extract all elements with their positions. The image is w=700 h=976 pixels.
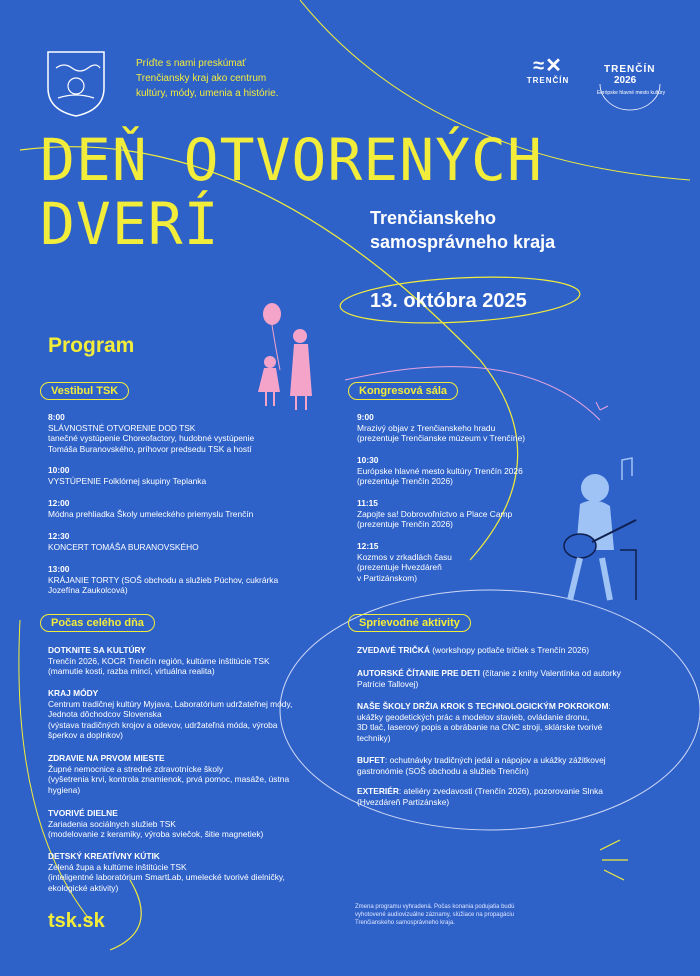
website-link[interactable]: tsk.sk: [48, 910, 105, 932]
side-activity-title: ZVEDAVÉ TRIČKÁ: [357, 645, 430, 655]
activity-item: [48, 645, 338, 677]
side-activity-item: [357, 668, 647, 689]
event-time: 12:15: [357, 541, 379, 551]
activity-line: hygiena): [48, 784, 81, 795]
trencin-2026-logo: [590, 54, 670, 114]
title-line-2: DVERÍ: [40, 190, 220, 258]
subtitle-line: samosprávneho kraja: [370, 232, 556, 252]
event-title: Zapojte sa! Dobrovoľníctvo a Place Camp: [357, 508, 513, 519]
event-item: [357, 412, 587, 444]
activity-line: (inteligentné laboratórium SmartLab, umelecké tvorivé dielničky,: [48, 872, 285, 883]
event-detail: v Partizánskom): [357, 572, 418, 583]
event-item: [48, 412, 328, 454]
activity-line: Jednota dôchodcov Slovenska: [48, 709, 162, 720]
section-pill-kongres: Kongresová sála: [348, 382, 458, 400]
event-item: [48, 564, 328, 596]
side-activity-item: [357, 786, 647, 807]
side-activity-item: [357, 701, 657, 743]
side-activity-line: : ateliéry zvedavosti (Trenčín 2026), pozorovanie Slnka: [398, 786, 603, 796]
event-detail: (prezentuje Trenčianske múzeum v Trenčíne): [357, 433, 526, 444]
side-activity-line: gastronómie (SOŠ obchodu a služieb Trenčín): [357, 765, 529, 776]
event-detail: Jozefína Zaukolcová): [48, 585, 128, 596]
event-title: Kozmos v zrkadlách času: [357, 551, 452, 562]
activity-item: [48, 851, 338, 893]
activity-line: Zariadenia sociálnych služieb TSK: [48, 818, 176, 829]
event-item: [357, 498, 587, 530]
event-time: 8:00: [48, 412, 65, 422]
event-time: 13:00: [48, 564, 70, 574]
subtitle-line: Trenčianskeho: [370, 208, 497, 228]
event-title: Mrazivý objav z Trenčianskeho hradu: [357, 422, 496, 433]
side-activity-title: BUFET: [357, 755, 385, 765]
activity-line: šperkov a doplnkov): [48, 730, 123, 741]
note-line: Zmena programu vyhradená. Počas konania podujatia budú: [355, 904, 515, 910]
program-heading: Program: [48, 334, 135, 357]
t2026-year: 2026: [614, 75, 637, 86]
activity-line: (výstava tradičných krojov a odevov, udržateľná móda, výroba: [48, 719, 278, 730]
event-title: KRÁJANIE TORTY (SOŠ obchodu a služieb Púchov, cukrárka: [48, 574, 279, 585]
event-item: [48, 531, 328, 552]
side-activity-line: (čítanie z knihy Valentínka od autorky: [480, 668, 621, 678]
event-title: Módna prehliadka Školy umeleckého priemyslu Trenčín: [48, 508, 254, 519]
activity-line: (mamutie kosti, razba mincí, virtuálna realita): [48, 666, 215, 677]
activity-title: TVORIVÉ DIELNE: [48, 808, 118, 818]
note-line: Trenčianskeho samosprávneho kraja.: [355, 920, 455, 926]
girls-balloon-illustration: [250, 300, 330, 415]
intro-line: Trenčiansky kraj ako centrum: [136, 73, 267, 84]
side-activity-title: AUTORSKÉ ČÍTANIE PRE DETI: [357, 668, 480, 678]
activity-line: Trenčín 2026, KOCR Trenčín región, kultúrne inštitúcie TSK: [48, 655, 270, 666]
side-activity-line: Patrície Tallovej): [357, 678, 419, 689]
event-time: 11:15: [357, 498, 378, 508]
activity-item: [48, 688, 338, 741]
trencin-logo-text: TRENČÍN: [526, 76, 570, 85]
side-activity-line: (Hvezdáreň Partizánske): [357, 796, 450, 807]
activity-title: KRAJ MÓDY: [48, 688, 99, 698]
event-detail: tanečné vystúpenie Choreofactory, hudobné vystúpenie: [48, 433, 255, 444]
activity-title: DETSKÝ KREATÍVNY KÚTIK: [48, 851, 160, 861]
side-activity-title: NAŠE ŠKOLY DRŽIA KROK S TECHNOLOGICKÝM POKROKOM: [357, 701, 609, 711]
activity-line: Zelená župa a kultúrne inštitúcie TSK: [48, 861, 187, 872]
event-time: 12:30: [48, 531, 70, 541]
side-activity-item: [357, 645, 647, 656]
side-activity-line: :: [608, 701, 611, 711]
coat-of-arms-icon: [44, 48, 108, 118]
activity-line: Centrum tradičnej kultúry Myjava, Laboratórium udržateľnej módy,: [48, 698, 293, 709]
side-activity-item: [357, 755, 647, 776]
event-item: [48, 498, 328, 519]
activity-line: (vyšetrenia krvi, kontrola znamienok, prvá pomoc, masáže, ústna: [48, 774, 290, 785]
event-title: Európske hlavné mesto kultúry Trenčín 2026: [357, 465, 523, 476]
title-line-1: DEŇ OTVORENÝCH: [40, 126, 543, 194]
event-item: [357, 541, 537, 583]
trencin-logo: [520, 56, 576, 85]
section-pill-pocas: Počas celého dňa: [40, 614, 155, 632]
side-activity-line: ukážky geodetických prác a modelov stavieb, ovládanie dronu,: [357, 711, 590, 722]
activity-line: Župné nemocnice a stredné zdravotnícke školy: [48, 763, 224, 774]
event-time: 10:00: [48, 465, 70, 475]
event-time: 9:00: [357, 412, 374, 422]
activity-line: ekologické aktivity): [48, 882, 119, 893]
activity-title: ZDRAVIE NA PRVOM MIESTE: [48, 753, 165, 763]
disclaimer-note: [355, 903, 615, 927]
event-time: 12:00: [48, 498, 70, 508]
activity-item: [48, 753, 338, 795]
event-date: 13. októbra 2025: [370, 290, 527, 312]
intro-text: [136, 56, 336, 101]
event-title: KONCERT TOMÁŠA BURANOVSKÉHO: [48, 541, 199, 552]
subtitle: [370, 206, 620, 254]
side-activity-line: : ochutnávky tradičných jedál a nápojov a ukážky zážitkovej: [384, 755, 606, 765]
intro-line: kultúry, módy, umenia a histórie.: [136, 88, 279, 99]
side-activity-line: 3D tlač, laserový popis a obrábanie na CNC stroji, sklárske tvorivé: [357, 722, 603, 733]
activity-item: [48, 808, 338, 840]
trencin-mark-icon: ≈✕: [533, 55, 563, 77]
intro-line: Príďte s nami preskúmať: [136, 58, 246, 69]
t2026-tagline: Európske hlavné mesto kultúry: [596, 90, 666, 96]
t2026-name: TRENČÍN: [604, 64, 656, 75]
event-item: [357, 455, 587, 487]
section-pill-vestibul: Vestibul TSK: [40, 382, 129, 400]
side-activity-line: techniky): [357, 732, 391, 743]
event-time: 10:30: [357, 455, 379, 465]
section-pill-sprievodne: Sprievodné aktivity: [348, 614, 471, 632]
event-item: [48, 465, 328, 486]
event-detail: Tomáša Buranovského, príhovor predsedu TSK a hostí: [48, 443, 252, 454]
event-detail: (prezentuje Trenčín 2026): [357, 476, 453, 487]
activity-line: (modelovanie z keramiky, výroba sviečok, šitie magnetiek): [48, 829, 264, 840]
event-title: VYSTÚPENIE Folklórnej skupiny Teplanka: [48, 475, 207, 486]
event-detail: (prezentuje Trenčín 2026): [357, 519, 453, 530]
event-detail: (prezentuje Hvezdáreň: [357, 562, 442, 573]
note-line: vyhotovené audiovizuálne záznamy, slúžiace na propagáciu: [355, 912, 514, 918]
side-activity-line: (workshopy potlače tričiek s Trenčín 2026): [429, 645, 590, 655]
event-title: SLÁVNOSTNÉ OTVORENIE DOD TSK: [48, 422, 196, 433]
activity-title: DOTKNITE SA KULTÚRY: [48, 645, 146, 655]
side-activity-title: EXTERIÉR: [357, 786, 399, 796]
